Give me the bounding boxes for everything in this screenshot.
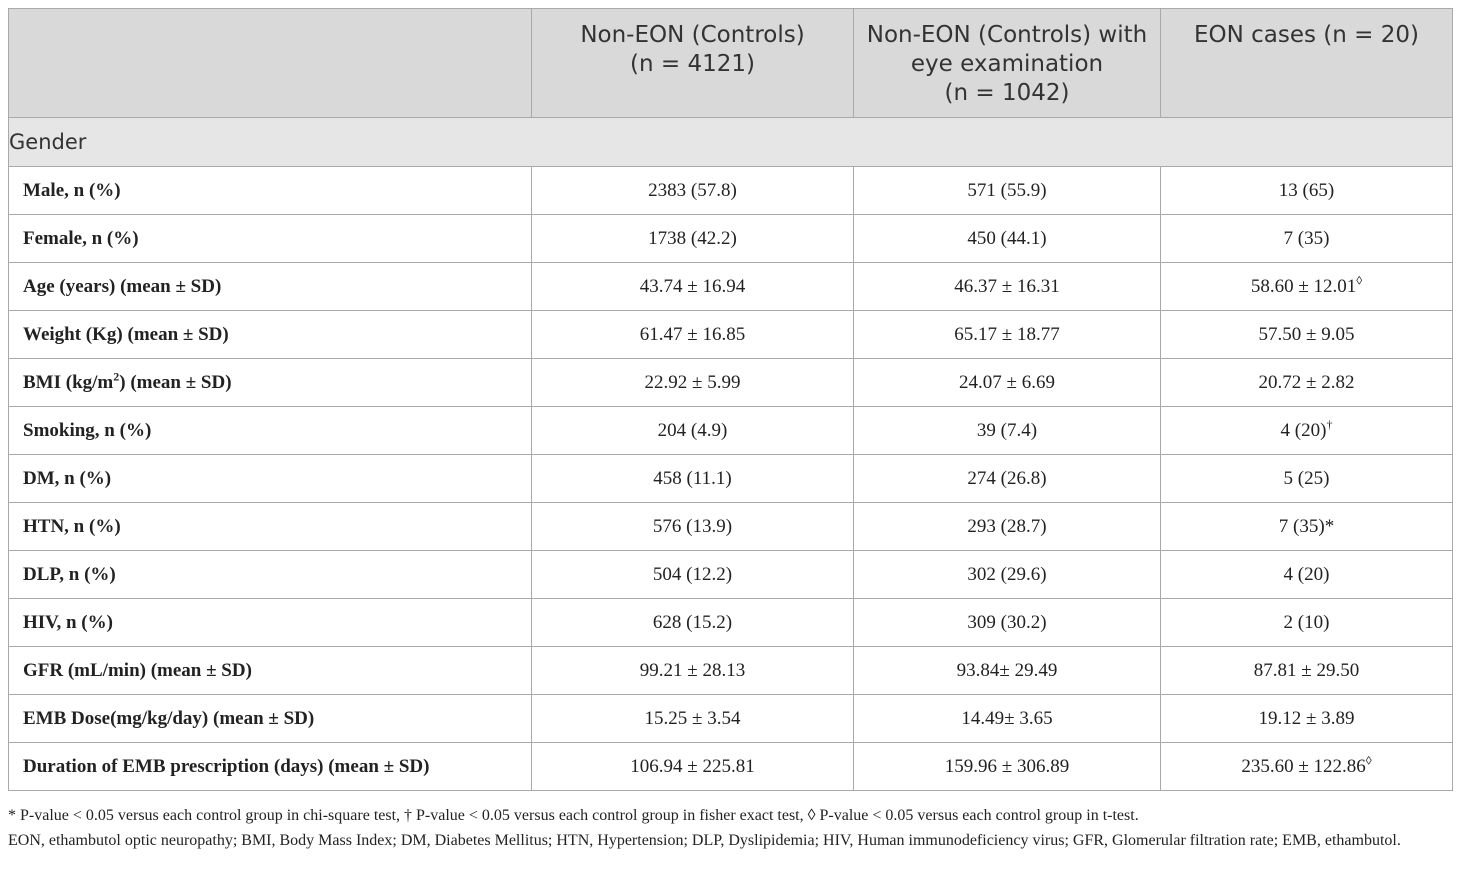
cell-c3 bbox=[1161, 695, 1453, 743]
cell-value: 450 (44.1) bbox=[967, 227, 1047, 249]
header-col-eon-cases bbox=[1161, 9, 1453, 118]
cell-value: 58.60 ± 12.01 bbox=[1250, 275, 1357, 297]
cell-c1 bbox=[532, 503, 854, 551]
row-label: Smoking, n (%) bbox=[9, 407, 532, 455]
row-label: DLP, n (%) bbox=[9, 551, 532, 599]
row-label-text: BMI (kg/m bbox=[23, 371, 114, 393]
cell-c3 bbox=[1161, 743, 1453, 791]
cell-c2 bbox=[854, 311, 1161, 359]
header-text: EON cases (n = 20) bbox=[1193, 22, 1419, 48]
row-label: GFR (mL/min) (mean ± SD) bbox=[9, 647, 532, 695]
section-label: Gender bbox=[9, 118, 1453, 167]
cell-value: 14.49± 3.65 bbox=[961, 707, 1053, 729]
cell-c3 bbox=[1161, 311, 1453, 359]
row-label-text: ) (mean ± SD) bbox=[119, 371, 232, 393]
cell-c1 bbox=[532, 455, 854, 503]
cell-c2 bbox=[854, 455, 1161, 503]
footnote-abbreviations: EON, ethambutol optic neuropathy; BMI, Body Mass Index; DM, Diabetes Mellitus; HTN, Hypertension; DLP, Dyslipidemia; HIV, Human immunodeficiency virus; GFR, Glomerular filtration rate; EMB, ethambutol. bbox=[8, 832, 1401, 849]
table-row bbox=[9, 647, 1453, 695]
cell-value: 204 (4.9) bbox=[657, 419, 728, 441]
header-empty-cell bbox=[9, 9, 532, 118]
cell-value: 22.92 ± 5.99 bbox=[644, 371, 741, 393]
cell-value: 19.12 ± 3.89 bbox=[1258, 707, 1355, 729]
row-label: HIV, n (%) bbox=[9, 599, 532, 647]
cell-c1 bbox=[532, 647, 854, 695]
characteristics-table bbox=[8, 8, 1453, 791]
section-row-gender bbox=[9, 118, 1453, 167]
cell-c3 bbox=[1161, 599, 1453, 647]
table-row bbox=[9, 743, 1453, 791]
cell-value: 1738 (42.2) bbox=[648, 227, 737, 249]
cell-value: 43.74 ± 16.94 bbox=[639, 275, 746, 297]
cell-c1 bbox=[532, 551, 854, 599]
row-label: Age (years) (mean ± SD) bbox=[9, 263, 532, 311]
table-row bbox=[9, 359, 1453, 407]
cell-c2 bbox=[854, 359, 1161, 407]
header-text: eye examination bbox=[910, 51, 1104, 77]
table-row bbox=[9, 167, 1453, 215]
cell-c3 bbox=[1161, 263, 1453, 311]
cell-value: 302 (29.6) bbox=[967, 563, 1047, 585]
header-text: Non-EON (Controls) with bbox=[866, 22, 1148, 48]
table-container bbox=[8, 8, 1452, 791]
table-row bbox=[9, 551, 1453, 599]
cell-c1 bbox=[532, 311, 854, 359]
cell-c3 bbox=[1161, 455, 1453, 503]
significance-marker: † bbox=[1326, 417, 1333, 432]
cell-value: 2 (10) bbox=[1283, 611, 1330, 633]
table-row bbox=[9, 695, 1453, 743]
cell-value: 15.25 ± 3.54 bbox=[644, 707, 741, 729]
cell-c3 bbox=[1161, 647, 1453, 695]
cell-value: 20.72 ± 2.82 bbox=[1258, 371, 1355, 393]
cell-value: 309 (30.2) bbox=[967, 611, 1047, 633]
header-col-non-eon-eye bbox=[854, 9, 1161, 118]
header-col-non-eon bbox=[532, 9, 854, 118]
cell-value: 4 (20) bbox=[1283, 563, 1330, 585]
table-header-row bbox=[9, 9, 1453, 118]
row-label: Duration of EMB prescription (days) (mean ± SD) bbox=[9, 743, 532, 791]
row-label: HTN, n (%) bbox=[9, 503, 532, 551]
header-text: (n = 1042) bbox=[944, 80, 1070, 106]
table-row bbox=[9, 503, 1453, 551]
row-label bbox=[9, 359, 532, 407]
cell-c1 bbox=[532, 215, 854, 263]
row-label: DM, n (%) bbox=[9, 455, 532, 503]
table-footnotes bbox=[8, 803, 1452, 853]
cell-value: 571 (55.9) bbox=[967, 179, 1047, 201]
cell-c1 bbox=[532, 599, 854, 647]
cell-c1 bbox=[532, 407, 854, 455]
cell-c1 bbox=[532, 359, 854, 407]
cell-c3 bbox=[1161, 167, 1453, 215]
cell-value: 576 (13.9) bbox=[652, 515, 733, 537]
row-label: EMB Dose(mg/kg/day) (mean ± SD) bbox=[9, 695, 532, 743]
cell-value: 5 (25) bbox=[1283, 467, 1330, 489]
cell-value: 628 (15.2) bbox=[652, 611, 733, 633]
cell-value: 7 (35) bbox=[1283, 227, 1330, 249]
header-text: Non-EON (Controls) bbox=[580, 22, 805, 48]
cell-value: 504 (12.2) bbox=[652, 563, 733, 585]
cell-value: 93.84± 29.49 bbox=[956, 659, 1058, 681]
cell-value: 39 (7.4) bbox=[976, 419, 1038, 441]
footnote-significance: * P-value < 0.05 versus each control group in chi-square test, † P-value < 0.05 versus each control group in fisher exact test, ◊ P-value < 0.05 versus each control group in t-test. bbox=[8, 807, 1139, 824]
cell-c3 bbox=[1161, 503, 1453, 551]
cell-value: 24.07 ± 6.69 bbox=[959, 371, 1055, 393]
cell-value: 274 (26.8) bbox=[967, 467, 1047, 489]
cell-value: 4 (20) bbox=[1280, 419, 1327, 441]
significance-marker: ◊ bbox=[1356, 273, 1363, 288]
cell-c2 bbox=[854, 215, 1161, 263]
cell-value: 13 (65) bbox=[1278, 179, 1335, 201]
cell-c2 bbox=[854, 743, 1161, 791]
cell-value: 2383 (57.8) bbox=[648, 179, 737, 201]
cell-c1 bbox=[532, 167, 854, 215]
row-label: Female, n (%) bbox=[9, 215, 532, 263]
cell-value: 7 (35)* bbox=[1278, 515, 1335, 537]
cell-c2 bbox=[854, 647, 1161, 695]
row-label: Weight (Kg) (mean ± SD) bbox=[9, 311, 532, 359]
table-row bbox=[9, 263, 1453, 311]
cell-c1 bbox=[532, 743, 854, 791]
table-row bbox=[9, 311, 1453, 359]
cell-c3 bbox=[1161, 215, 1453, 263]
significance-marker: ◊ bbox=[1365, 753, 1372, 768]
cell-value: 87.81 ± 29.50 bbox=[1253, 659, 1360, 681]
table-row bbox=[9, 407, 1453, 455]
cell-value: 159.96 ± 306.89 bbox=[944, 755, 1070, 777]
cell-value: 65.17 ± 18.77 bbox=[954, 323, 1060, 345]
cell-value: 61.47 ± 16.85 bbox=[639, 323, 746, 345]
cell-c2 bbox=[854, 167, 1161, 215]
cell-c2 bbox=[854, 503, 1161, 551]
cell-c2 bbox=[854, 599, 1161, 647]
cell-value: 458 (11.1) bbox=[653, 467, 732, 489]
row-label-superscript: 2 bbox=[113, 369, 120, 384]
header-text: (n = 4121) bbox=[630, 51, 755, 77]
cell-c3 bbox=[1161, 407, 1453, 455]
cell-c1 bbox=[532, 263, 854, 311]
cell-value: 235.60 ± 122.86 bbox=[1241, 755, 1366, 777]
cell-value: 293 (28.7) bbox=[967, 515, 1047, 537]
cell-value: 46.37 ± 16.31 bbox=[954, 275, 1060, 297]
row-label: Male, n (%) bbox=[9, 167, 532, 215]
cell-c3 bbox=[1161, 359, 1453, 407]
table-row bbox=[9, 215, 1453, 263]
cell-value: 106.94 ± 225.81 bbox=[630, 755, 755, 777]
table-row bbox=[9, 599, 1453, 647]
cell-value: 57.50 ± 9.05 bbox=[1258, 323, 1355, 345]
table-row bbox=[9, 455, 1453, 503]
cell-c2 bbox=[854, 407, 1161, 455]
cell-c2 bbox=[854, 695, 1161, 743]
cell-c2 bbox=[854, 551, 1161, 599]
cell-c1 bbox=[532, 695, 854, 743]
cell-c3 bbox=[1161, 551, 1453, 599]
cell-c2 bbox=[854, 263, 1161, 311]
cell-value: 99.21 ± 28.13 bbox=[639, 659, 746, 681]
